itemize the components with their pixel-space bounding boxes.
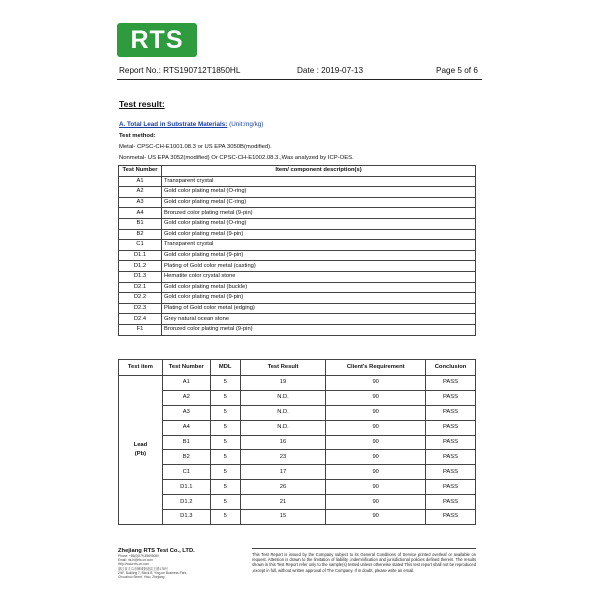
result-value: 21 bbox=[240, 495, 326, 510]
component-test-number: A4 bbox=[119, 208, 162, 219]
component-description: Gold color plating metal (9-pin) bbox=[162, 250, 476, 261]
result-value: 16 bbox=[240, 435, 326, 450]
header-test-number: Test Number bbox=[119, 166, 162, 177]
component-description: Hematite color crystal stone bbox=[162, 271, 476, 282]
result-row bbox=[119, 390, 476, 405]
result-row bbox=[119, 495, 476, 510]
component-description: Gold color plating metal (9-pin) bbox=[162, 229, 476, 240]
result-requirement: 90 bbox=[326, 435, 426, 450]
component-test-number: C1 bbox=[119, 240, 162, 251]
result-row bbox=[119, 465, 476, 480]
test-method-nonmetal: Nonmetal- US EPA 3052(modified) Or CPSC-CH-E1002.08.3.,Was analyzed by ICP-OES. bbox=[119, 155, 354, 161]
result-requirement: 90 bbox=[326, 480, 426, 495]
result-test-number: B1 bbox=[162, 435, 210, 450]
component-row bbox=[119, 208, 476, 219]
result-row bbox=[119, 376, 476, 391]
header-description: Item/ component description(s) bbox=[162, 166, 476, 177]
result-test-number: D1.3 bbox=[162, 510, 210, 525]
result-row bbox=[119, 510, 476, 525]
component-test-number: B1 bbox=[119, 218, 162, 229]
footer-contact-6: Chouzhou Street, Yiwu, Zhejiang bbox=[118, 575, 165, 580]
result-mdl: 5 bbox=[210, 405, 240, 420]
test-method-metal: Metal- CPSC-CH-E1001.08.3 or US EPA 3050B(modified). bbox=[119, 144, 272, 150]
subsection-label: A. Total Lead in Substrate Materials: bbox=[119, 121, 228, 128]
result-test-number: D1.2 bbox=[162, 495, 210, 510]
component-test-number: D1.3 bbox=[119, 271, 162, 282]
result-row bbox=[119, 420, 476, 435]
result-mdl: 5 bbox=[210, 420, 240, 435]
component-description: Gold color plating metal (buckle) bbox=[162, 282, 476, 293]
result-conclusion: PASS bbox=[426, 480, 476, 495]
component-description: Gold color plating metal (C-ring) bbox=[162, 197, 476, 208]
rts-logo bbox=[117, 23, 197, 57]
component-description: Gold color plating metal (O-ring) bbox=[162, 187, 476, 198]
component-description: Bronzed color plating metal (9-pin) bbox=[162, 324, 476, 335]
report-number: Report No.: RTS190712T1850HL bbox=[119, 66, 241, 75]
report-date: Date : 2019-07-13 bbox=[297, 66, 363, 75]
result-row bbox=[119, 405, 476, 420]
component-row bbox=[119, 229, 476, 240]
component-description: Gold color plating metal (9-pin) bbox=[162, 293, 476, 304]
component-row bbox=[119, 303, 476, 314]
component-test-number: F1 bbox=[119, 324, 162, 335]
result-mdl: 5 bbox=[210, 450, 240, 465]
header-test-item: Test item bbox=[119, 360, 163, 376]
component-row bbox=[119, 282, 476, 293]
component-row bbox=[119, 261, 476, 272]
footer-contact-1: Phone: +86(0)579-85695080 bbox=[118, 554, 159, 558]
result-conclusion: PASS bbox=[426, 450, 476, 465]
result-conclusion: PASS bbox=[426, 405, 476, 420]
result-row bbox=[119, 450, 476, 465]
result-conclusion: PASS bbox=[426, 435, 476, 450]
header-mdl: MDL bbox=[210, 360, 240, 376]
result-row bbox=[119, 435, 476, 450]
result-test-number: A4 bbox=[162, 420, 210, 435]
test-item-symbol: (Pb) bbox=[134, 450, 147, 457]
component-description: Bronzed color plating metal (9-pin) bbox=[162, 208, 476, 219]
footer-contact-2: Email: rts-hl@rts-cn.com bbox=[118, 558, 153, 563]
component-description: Plating of Gold color metal (casting) bbox=[162, 261, 476, 272]
component-row bbox=[119, 250, 476, 261]
footer-contact-3: Http://www.rts-cn.com bbox=[118, 562, 149, 567]
result-conclusion: PASS bbox=[426, 495, 476, 510]
component-description: Grey natural ocean stone bbox=[162, 314, 476, 325]
result-requirement: 90 bbox=[326, 510, 426, 525]
footer-contact-5: 2/4F, Building 7, Block B, Ying-ue Business Park, bbox=[118, 570, 188, 575]
component-row bbox=[119, 176, 476, 187]
logo-text: RTS bbox=[130, 25, 184, 54]
result-requirement: 90 bbox=[326, 390, 426, 405]
component-row bbox=[119, 187, 476, 198]
footer-disclaimer: This Test Report is issued by the Company subject to its General Conditions of Service printed overleaf or available on request. Attention is drawn to the limitation of liability ,indemnification and jurisdictional policies defined therein. The results shown in this Test Report refer only to the sample(s) tested unless otherwise stated This test report shall not be reproduced ,except in full, without written approval of The Company. If in doubt, please write an email. bbox=[252, 548, 476, 573]
component-test-number: D2.3 bbox=[119, 303, 162, 314]
result-test-number: A3 bbox=[162, 405, 210, 420]
result-mdl: 5 bbox=[210, 495, 240, 510]
result-test-number: B2 bbox=[162, 450, 210, 465]
component-test-number: D2.1 bbox=[119, 282, 162, 293]
result-requirement: 90 bbox=[326, 450, 426, 465]
result-requirement: 90 bbox=[326, 376, 426, 391]
result-test-number: A2 bbox=[162, 390, 210, 405]
component-row bbox=[119, 293, 476, 304]
header-conclusion: Conclusion bbox=[426, 360, 476, 376]
component-test-number: D1.1 bbox=[119, 250, 162, 261]
footer-contact-4: 浙江省义乌市稠城街道宾王路178号 bbox=[118, 566, 168, 571]
result-value: 15 bbox=[240, 510, 326, 525]
result-value: 26 bbox=[240, 480, 326, 495]
component-test-number: D1.2 bbox=[119, 261, 162, 272]
component-description: Plating of Gold color metal (edging) bbox=[162, 303, 476, 314]
component-description: Transparent crystal bbox=[162, 176, 476, 187]
result-mdl: 5 bbox=[210, 465, 240, 480]
footer-company-name: Zhejiang RTS Test Co., LTD. bbox=[118, 548, 195, 554]
result-mdl: 5 bbox=[210, 510, 240, 525]
test-item-name: Lead bbox=[133, 441, 148, 448]
component-row bbox=[119, 197, 476, 208]
header-test-number: Test Number bbox=[162, 360, 210, 376]
result-test-number: D1.1 bbox=[162, 480, 210, 495]
component-test-number: B2 bbox=[119, 229, 162, 240]
results-table-header bbox=[119, 360, 476, 376]
component-test-number: D2.4 bbox=[119, 314, 162, 325]
subsection-heading bbox=[119, 121, 263, 128]
component-test-number: A1 bbox=[119, 176, 162, 187]
result-conclusion: PASS bbox=[426, 510, 476, 525]
result-requirement: 90 bbox=[326, 420, 426, 435]
header-client-requirement: Client's Requirement bbox=[326, 360, 426, 376]
result-row bbox=[119, 480, 476, 495]
component-row bbox=[119, 324, 476, 335]
result-value: 17 bbox=[240, 465, 326, 480]
result-mdl: 5 bbox=[210, 435, 240, 450]
component-row bbox=[119, 314, 476, 325]
test-item-lead bbox=[119, 376, 163, 525]
result-value: N.D. bbox=[240, 390, 326, 405]
component-row bbox=[119, 240, 476, 251]
footer-company-block bbox=[118, 548, 238, 579]
component-description: Gold color plating metal (O-ring) bbox=[162, 218, 476, 229]
result-conclusion: PASS bbox=[426, 465, 476, 480]
result-conclusion: PASS bbox=[426, 420, 476, 435]
component-row bbox=[119, 218, 476, 229]
results-table bbox=[118, 359, 476, 525]
component-test-number: D2.2 bbox=[119, 293, 162, 304]
result-conclusion: PASS bbox=[426, 376, 476, 391]
result-requirement: 90 bbox=[326, 405, 426, 420]
component-table-header bbox=[119, 166, 476, 177]
result-mdl: 5 bbox=[210, 376, 240, 391]
component-description: Transparent crystal bbox=[162, 240, 476, 251]
header-divider bbox=[117, 79, 482, 80]
result-value: N.D. bbox=[240, 405, 326, 420]
result-test-number: C1 bbox=[162, 465, 210, 480]
result-value: 23 bbox=[240, 450, 326, 465]
result-mdl: 5 bbox=[210, 480, 240, 495]
result-test-number: A1 bbox=[162, 376, 210, 391]
component-table bbox=[118, 165, 476, 336]
header-test-result: Test Result bbox=[240, 360, 326, 376]
component-row bbox=[119, 271, 476, 282]
result-value: 19 bbox=[240, 376, 326, 391]
result-requirement: 90 bbox=[326, 465, 426, 480]
result-value: N.D. bbox=[240, 420, 326, 435]
section-title: Test result: bbox=[119, 99, 165, 109]
subsection-unit: (Unit:mg/kg) bbox=[227, 121, 264, 128]
page-number: Page 5 of 6 bbox=[436, 66, 478, 75]
component-test-number: A3 bbox=[119, 197, 162, 208]
result-conclusion: PASS bbox=[426, 390, 476, 405]
component-test-number: A2 bbox=[119, 187, 162, 198]
result-mdl: 5 bbox=[210, 390, 240, 405]
test-method-label: Test method: bbox=[119, 133, 156, 139]
result-requirement: 90 bbox=[326, 495, 426, 510]
